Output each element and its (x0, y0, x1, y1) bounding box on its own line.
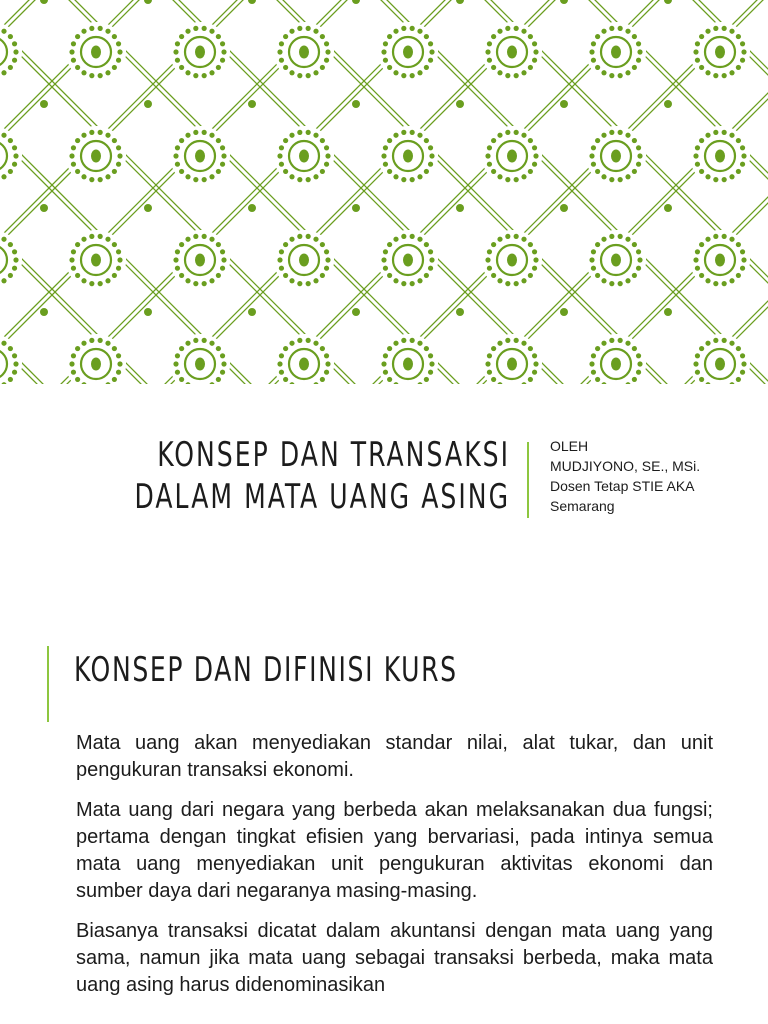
section-heading: KONSEP DAN DIFINISI KURS (74, 650, 458, 690)
title-line-2: DALAM MATA UANG ASING (134, 477, 510, 517)
paragraph: Mata uang dari negara yang berbeda akan melaksanakan dua fungsi; pertama dengan tingkat efisien yang bervariasi, pada intinya semua mata uang menyediakan unit pengukuran aktivitas ekonomi dan sumber daya dari negaranya masing-masing. (76, 799, 713, 902)
title-divider (527, 442, 529, 518)
body-text (76, 730, 713, 1012)
author-line: Dosen Tetap STIE AKA (550, 478, 695, 494)
title-slide (0, 384, 768, 596)
author-line: Semarang (550, 498, 615, 514)
content-slide (0, 596, 768, 1024)
title-line-1: KONSEP DAN TRANSAKSI (157, 435, 511, 475)
decorative-pattern-banner (0, 0, 768, 384)
presentation-title (134, 434, 510, 518)
author-block (550, 436, 750, 516)
paragraph: Mata uang akan menyediakan standar nilai, alat tukar, dan unit pengukuran transaksi ekonomi. (76, 732, 713, 781)
paragraph: Biasanya transaksi dicatat dalam akuntansi dengan mata uang yang sama, namun jika mata uang sebagai transaksi berbeda, maka mata uang asing harus didenominasikan (76, 920, 713, 996)
pattern-image (0, 0, 768, 384)
author-line: MUDJIYONO, SE., MSi. (550, 458, 701, 474)
heading-accent-bar (47, 646, 49, 722)
author-line: OLEH (550, 438, 589, 454)
